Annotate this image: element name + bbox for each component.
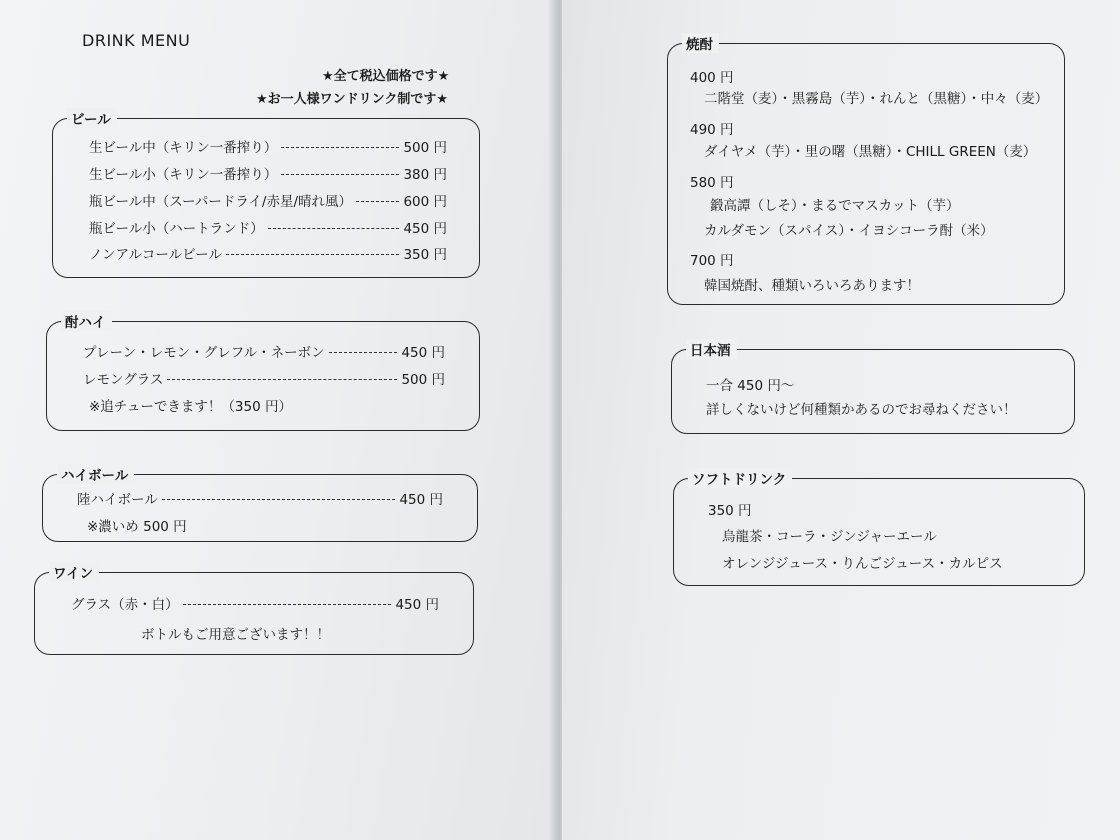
menu-item	[83, 368, 445, 388]
chuhai-heading: 酎ハイ	[61, 311, 112, 331]
left-page	[0, 0, 555, 840]
item-price: 450 円	[403, 221, 447, 237]
sake-note: 詳しくないけど何種類かあるのでお尋ねください！	[706, 402, 1017, 418]
beer-section	[52, 112, 480, 278]
tier-items: ダイヤメ（芋）・里の曙（黒糖）・CHILL GREEN（麦）	[704, 144, 1037, 160]
sake-heading: 日本酒	[686, 339, 737, 359]
highball-section	[42, 468, 478, 542]
price-tier: 400 円	[690, 70, 734, 86]
sake-price: 一合 450 円～	[706, 378, 795, 394]
wine-heading: ワイン	[49, 562, 99, 582]
item-label: 瓶ビール小（ハートランド）	[89, 221, 264, 237]
menu-item	[83, 341, 445, 361]
tier-items: 韓国焼酎、種類いろいろあります！	[704, 278, 920, 294]
menu-item	[89, 190, 447, 210]
shochu-heading: 焼酎	[682, 33, 719, 53]
menu-title: DRINK MENU	[82, 31, 191, 50]
item-price: 500 円	[401, 372, 445, 388]
item-price: 600 円	[403, 194, 447, 210]
tier-items: 二階堂（麦）・黒霧島（芋）・れんと（黒糖）・中々（麦）	[704, 91, 1049, 107]
item-price: 350 円	[403, 247, 447, 263]
menu-item	[89, 217, 447, 237]
beer-heading: ビール	[67, 108, 117, 128]
item-price: 450 円	[399, 492, 443, 508]
item-label: プレーン・レモン・グレフル・ネーボン	[83, 345, 325, 361]
item-label: 生ビール中（キリン一番搾り）	[89, 140, 278, 156]
item-price: 380 円	[403, 167, 447, 183]
bottle-note: ボトルもご用意ございます！！	[141, 627, 330, 643]
one-drink-note: ★お一人様ワンドリンク制です★	[256, 92, 449, 107]
item-label: 生ビール小（キリン一番搾り）	[89, 167, 278, 183]
price-tier: 580 円	[690, 175, 734, 191]
tax-note: ★全て税込価格です★	[322, 69, 450, 84]
highball-heading: ハイボール	[57, 464, 134, 484]
menu-item	[89, 243, 447, 263]
item-label: 陸ハイボール	[77, 492, 158, 508]
item-label: レモングラス	[83, 372, 164, 388]
menu-item	[89, 163, 447, 183]
menu-item	[89, 136, 447, 156]
shochu-section	[667, 37, 1065, 305]
refill-note: ※追チューできます！（350 円）	[89, 399, 292, 415]
item-label: ノンアルコールビール	[89, 247, 222, 263]
item-price: 450 円	[395, 597, 439, 613]
sake-section	[671, 343, 1075, 434]
item-price: 450 円	[401, 345, 445, 361]
soft-drink-section	[673, 472, 1085, 586]
item-price: 500 円	[403, 140, 447, 156]
strong-note: ※濃いめ 500 円	[87, 519, 187, 535]
wine-section	[34, 566, 474, 655]
menu-item	[77, 488, 443, 508]
price-tier: 490 円	[690, 122, 734, 138]
soft-price: 350 円	[708, 503, 752, 519]
soft-items: 烏龍茶・コーラ・ジンジャーエール	[722, 529, 937, 545]
tier-items: カルダモン（スパイス）・イヨシコーラ酎（米）	[704, 223, 994, 239]
chuhai-section	[46, 315, 480, 431]
soft-items: オレンジジュース・りんごジュース・カルピス	[722, 556, 1003, 572]
price-tier: 700 円	[690, 253, 734, 269]
soft-drink-heading: ソフトドリンク	[688, 468, 792, 488]
right-page	[562, 0, 1120, 840]
tier-items: 鍛高譚（しそ）・まるでマスカット（芋）	[710, 198, 960, 214]
menu-item	[71, 593, 439, 613]
item-label: 瓶ビール中（スーパードライ/赤星/晴れ風）	[89, 194, 353, 210]
item-label: グラス（赤・白）	[71, 597, 179, 613]
